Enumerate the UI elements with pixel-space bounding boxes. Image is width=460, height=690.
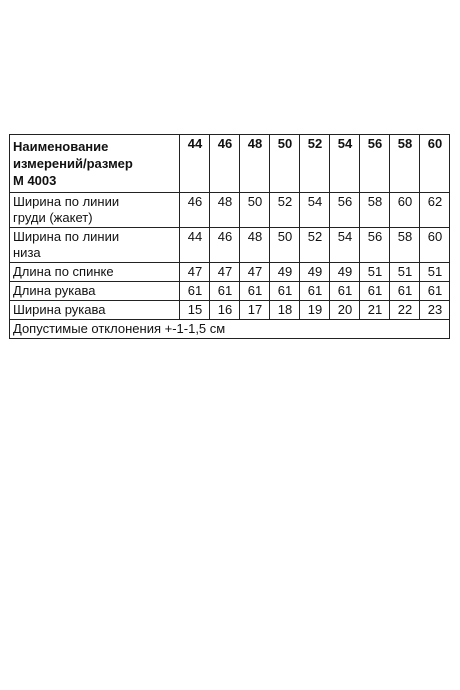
value-cell: 61 — [180, 282, 210, 301]
value-cell: 52 — [300, 228, 330, 263]
value-cell: 48 — [240, 228, 270, 263]
measurement-label-cell — [10, 263, 180, 282]
header-label-line: Наименование — [13, 139, 109, 154]
table-row — [10, 282, 450, 301]
value-cell: 19 — [300, 301, 330, 320]
value-cell: 56 — [360, 228, 390, 263]
size-chart-table — [9, 134, 450, 339]
size-header-cell: 56 — [360, 135, 390, 193]
value-cell: 22 — [390, 301, 420, 320]
tolerance-note: Допустимые отклонения +-1-1,5 см — [10, 320, 450, 339]
value-cell: 16 — [210, 301, 240, 320]
value-cell: 61 — [240, 282, 270, 301]
value-cell: 58 — [360, 193, 390, 228]
measurement-label-cell — [10, 228, 180, 263]
size-header-cell: 48 — [240, 135, 270, 193]
value-cell: 49 — [300, 263, 330, 282]
measurement-label-cell — [10, 282, 180, 301]
value-cell: 58 — [390, 228, 420, 263]
size-header-cell: 58 — [390, 135, 420, 193]
value-cell: 21 — [360, 301, 390, 320]
value-cell: 50 — [240, 193, 270, 228]
value-cell: 23 — [420, 301, 450, 320]
value-cell: 47 — [240, 263, 270, 282]
size-header-cell: 44 — [180, 135, 210, 193]
value-cell: 20 — [330, 301, 360, 320]
footer-row — [10, 320, 450, 339]
measurement-label-line: груди (жакет) — [13, 210, 93, 225]
value-cell: 18 — [270, 301, 300, 320]
value-cell: 46 — [210, 228, 240, 263]
size-header-cell: 46 — [210, 135, 240, 193]
value-cell: 48 — [210, 193, 240, 228]
size-header-cell: 50 — [270, 135, 300, 193]
value-cell: 61 — [300, 282, 330, 301]
value-cell: 51 — [360, 263, 390, 282]
value-cell: 51 — [390, 263, 420, 282]
value-cell: 61 — [360, 282, 390, 301]
header-label-line: измерений/размер — [13, 156, 133, 171]
value-cell: 61 — [390, 282, 420, 301]
header-label-line: М 4003 — [13, 173, 57, 188]
value-cell: 17 — [240, 301, 270, 320]
table-body — [10, 135, 450, 339]
value-cell: 46 — [180, 193, 210, 228]
header-row — [10, 135, 450, 193]
value-cell: 56 — [330, 193, 360, 228]
value-cell: 62 — [420, 193, 450, 228]
value-cell: 47 — [180, 263, 210, 282]
value-cell: 15 — [180, 301, 210, 320]
table-row — [10, 263, 450, 282]
value-cell: 51 — [420, 263, 450, 282]
value-cell: 61 — [270, 282, 300, 301]
measurement-label-line: Длина рукава — [13, 283, 96, 298]
measurement-label-cell — [10, 193, 180, 228]
value-cell: 52 — [270, 193, 300, 228]
measurement-label-cell — [10, 301, 180, 320]
value-cell: 61 — [210, 282, 240, 301]
value-cell: 54 — [330, 228, 360, 263]
measurement-label-line: низа — [13, 245, 41, 260]
value-cell: 61 — [420, 282, 450, 301]
value-cell: 54 — [300, 193, 330, 228]
measurement-label-line: Ширина по линии — [13, 194, 120, 209]
measurement-label-line: Ширина рукава — [13, 302, 106, 317]
value-cell: 60 — [390, 193, 420, 228]
value-cell: 49 — [330, 263, 360, 282]
size-header-cell: 54 — [330, 135, 360, 193]
size-header-cell: 60 — [420, 135, 450, 193]
value-cell: 49 — [270, 263, 300, 282]
table-row — [10, 228, 450, 263]
value-cell: 47 — [210, 263, 240, 282]
value-cell: 61 — [330, 282, 360, 301]
table-row — [10, 193, 450, 228]
measurement-label-line: Длина по спинке — [13, 264, 114, 279]
measurement-label-line: Ширина по линии — [13, 229, 120, 244]
value-cell: 50 — [270, 228, 300, 263]
value-cell: 60 — [420, 228, 450, 263]
value-cell: 44 — [180, 228, 210, 263]
size-header-cell: 52 — [300, 135, 330, 193]
header-label-cell — [10, 135, 180, 193]
table-row — [10, 301, 450, 320]
